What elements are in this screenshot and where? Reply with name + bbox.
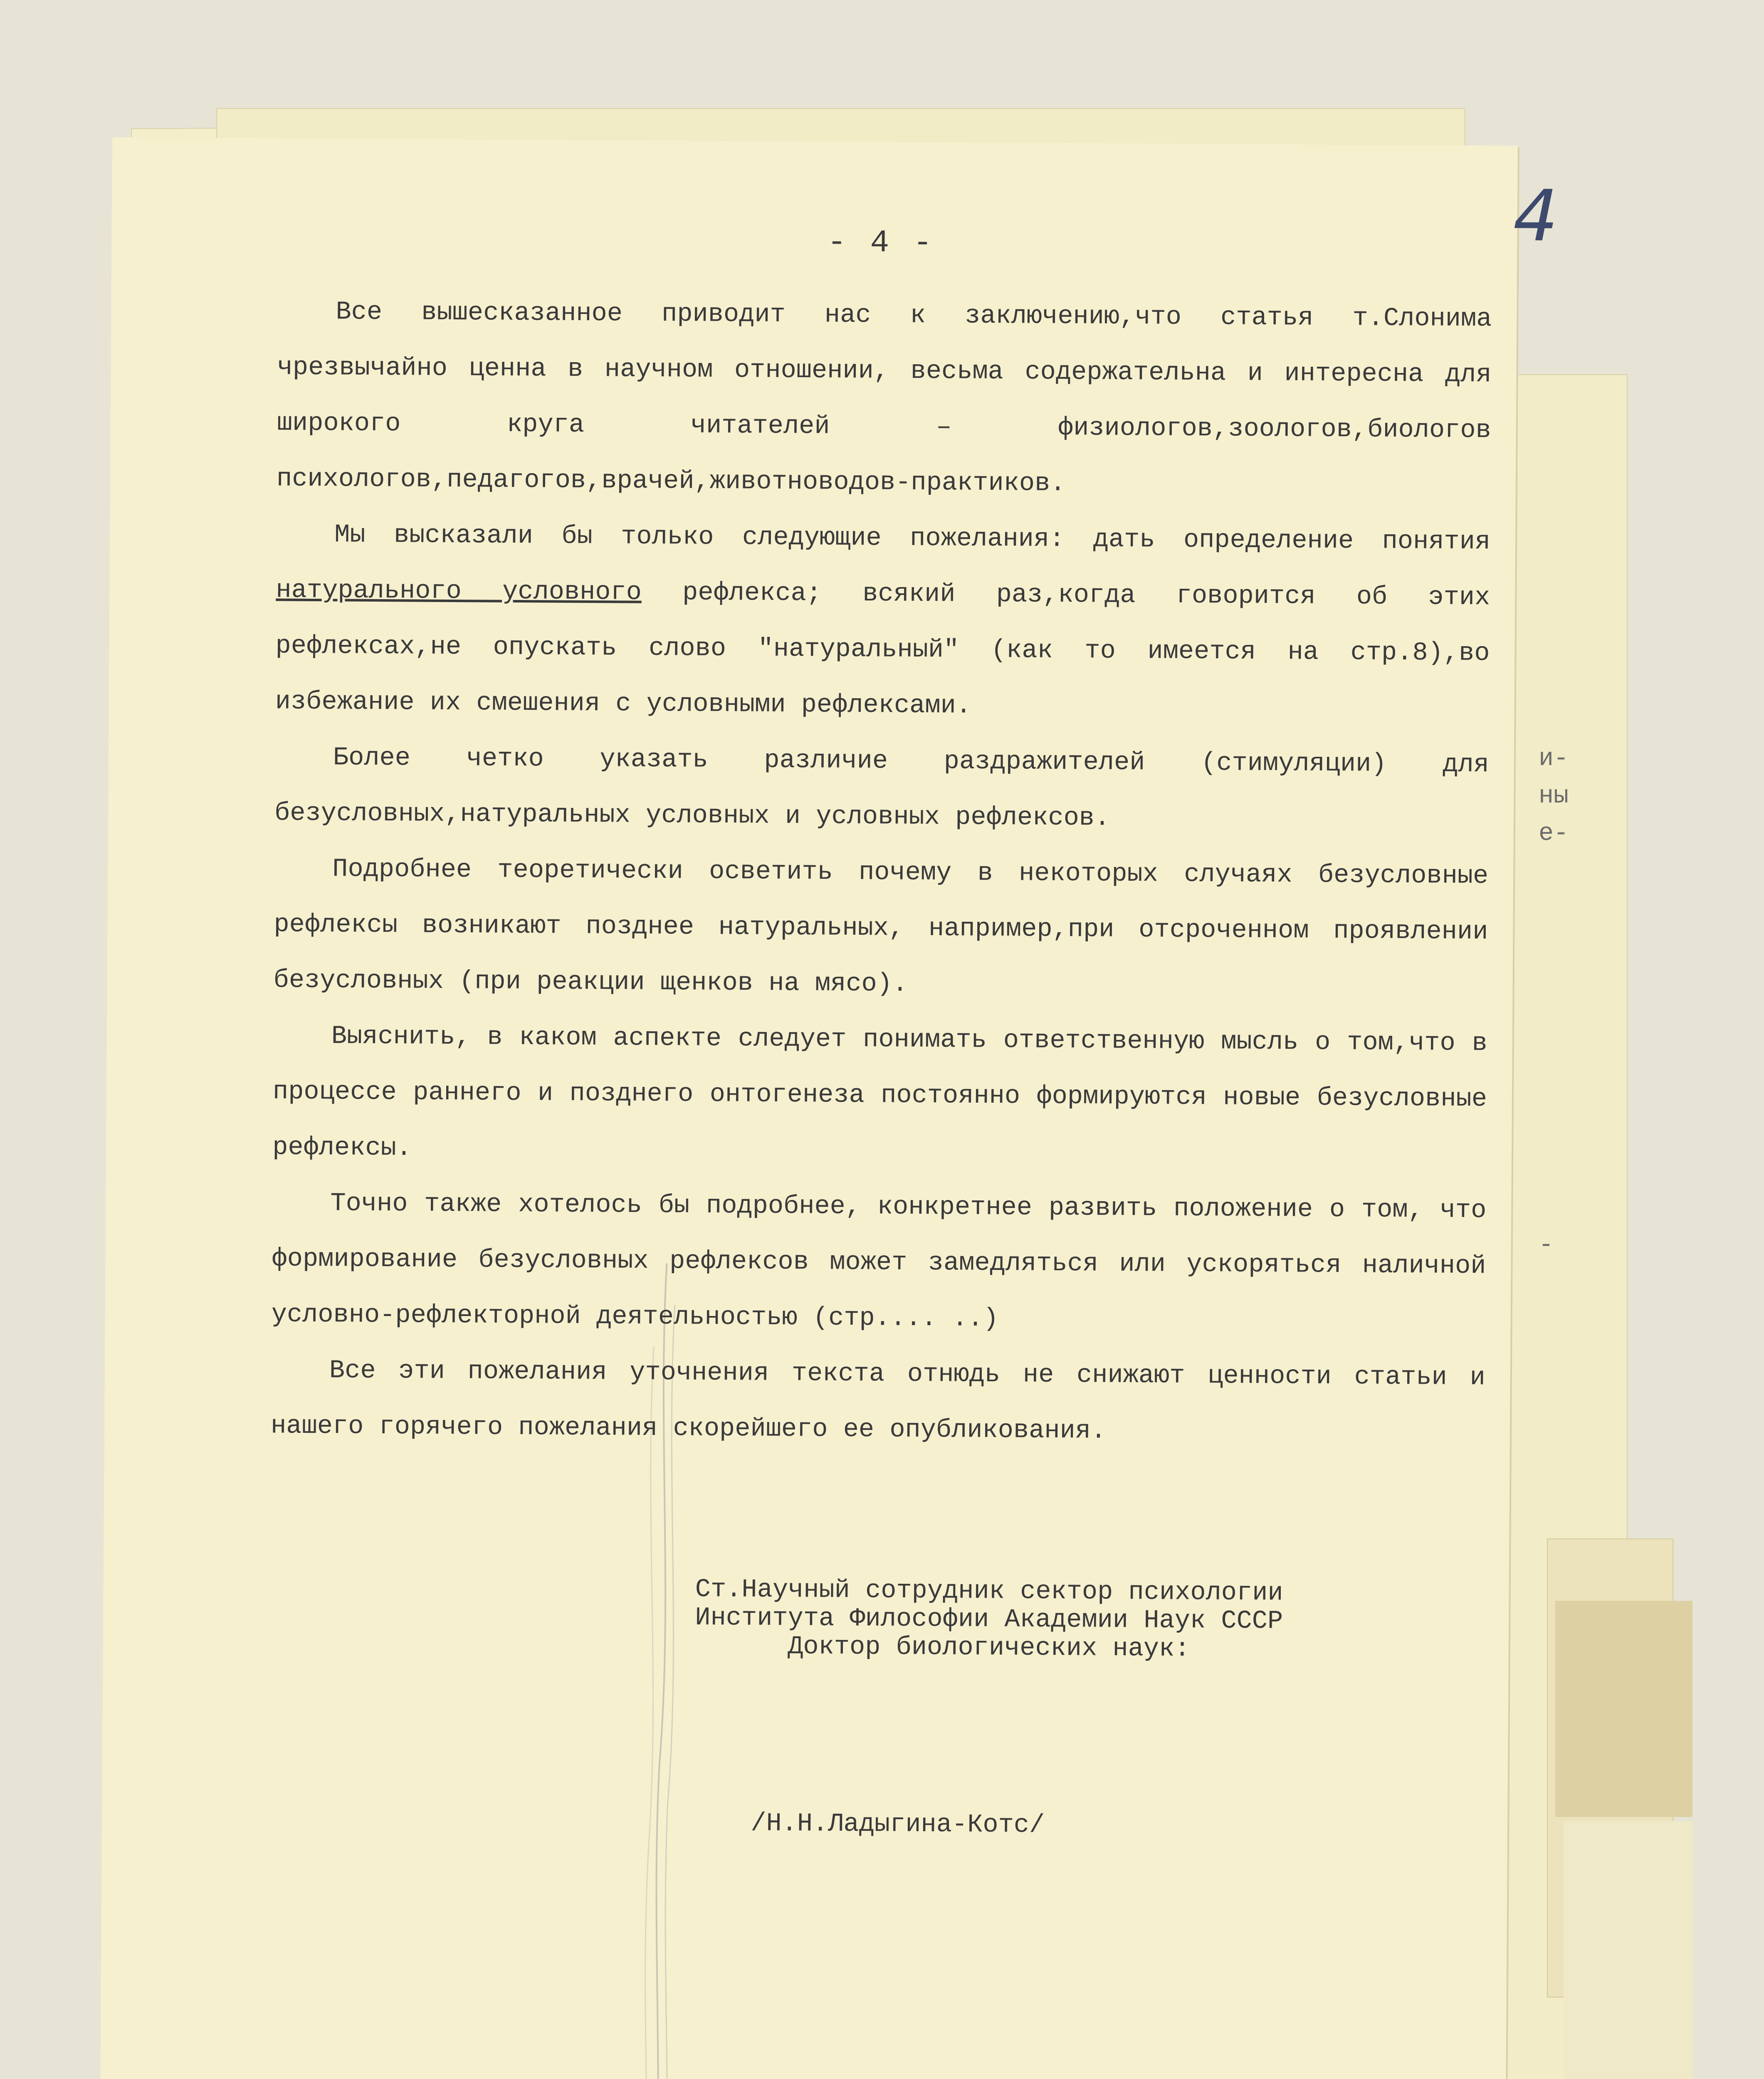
page-number: - 4 -	[827, 225, 935, 262]
margin-fragment: -	[1539, 1231, 1554, 1259]
signature-title-line: Ст.Научный сотрудник сектор психологии	[695, 1574, 1283, 1608]
margin-fragment: и-	[1539, 745, 1569, 773]
paper-tab	[1564, 1821, 1692, 2079]
paragraph: Более четко указать различие раздражителей (стимуляции) для безусловных,натуральных условных и условных рефлексов.	[274, 743, 1490, 833]
signature-title-line: Доктор биологических наук:	[787, 1631, 1190, 1664]
paragraph: Выяснить, в каком аспекте следует понимать ответственную мысль о том,что в процессе раннего и позднего онтогенеза постоянно формируются новые безусловные рефлексы.	[272, 1021, 1487, 1163]
paragraph: Точно также хотелось бы подробнее, конкретнее развить положение о том, что формирование безусловных рефлексов может замедляться или ускоряться наличной условно-рефлекторной деятельностью (стр.... ..)	[271, 1188, 1487, 1334]
paragraph: Все эти пожелания уточнения текста отнюдь не снижают ценности статьи и нашего горячего пожелания скорейшего ее опубликования.	[270, 1356, 1486, 1446]
paragraph: Подробнее теоретически осветить почему в некоторых случаях безусловные рефлексы возникают позднее натуральных, например,при отсроченном проявлении безусловных (при реакции щенков на мясо).	[273, 854, 1489, 999]
signature-title-line: Института Философии Академии Наук СССР	[695, 1602, 1283, 1636]
paper-tab	[1555, 1601, 1692, 1817]
handwritten-page-number: 4	[1513, 175, 1559, 258]
paragraph: Все вышесказанное приводит нас к заключению,что статья т.Слонима чрезвычайно ценна в научном отношении, весьма содержательна и интересна для широкого круга читателей – физиологов,зоологов,биологов психологов,педагогов,врачей,животноводов-практиков.	[276, 297, 1492, 499]
letter-body	[271, 284, 1492, 1461]
paragraph-text: Мы высказали бы только следующие пожелания: дать определение понятия	[334, 520, 1491, 557]
margin-fragment: ны	[1539, 782, 1569, 810]
underlined-term: натурального условного	[276, 575, 642, 607]
signature-block	[615, 1575, 1364, 1664]
paragraph	[275, 506, 1490, 737]
margin-fragments	[1539, 740, 1569, 1264]
signature-name: /Н.Н.Ладыгина-Котс/	[751, 1808, 1045, 1840]
document-page	[98, 137, 1559, 2079]
paragraph-text: рефлекса; всякий раз,когда говорится об этих рефлексах,не опускать слово "натуральный" (как то имеется на стр.8),во избежание их смешения с условными рефлексами.	[275, 577, 1490, 721]
margin-fragment: е-	[1539, 820, 1569, 848]
